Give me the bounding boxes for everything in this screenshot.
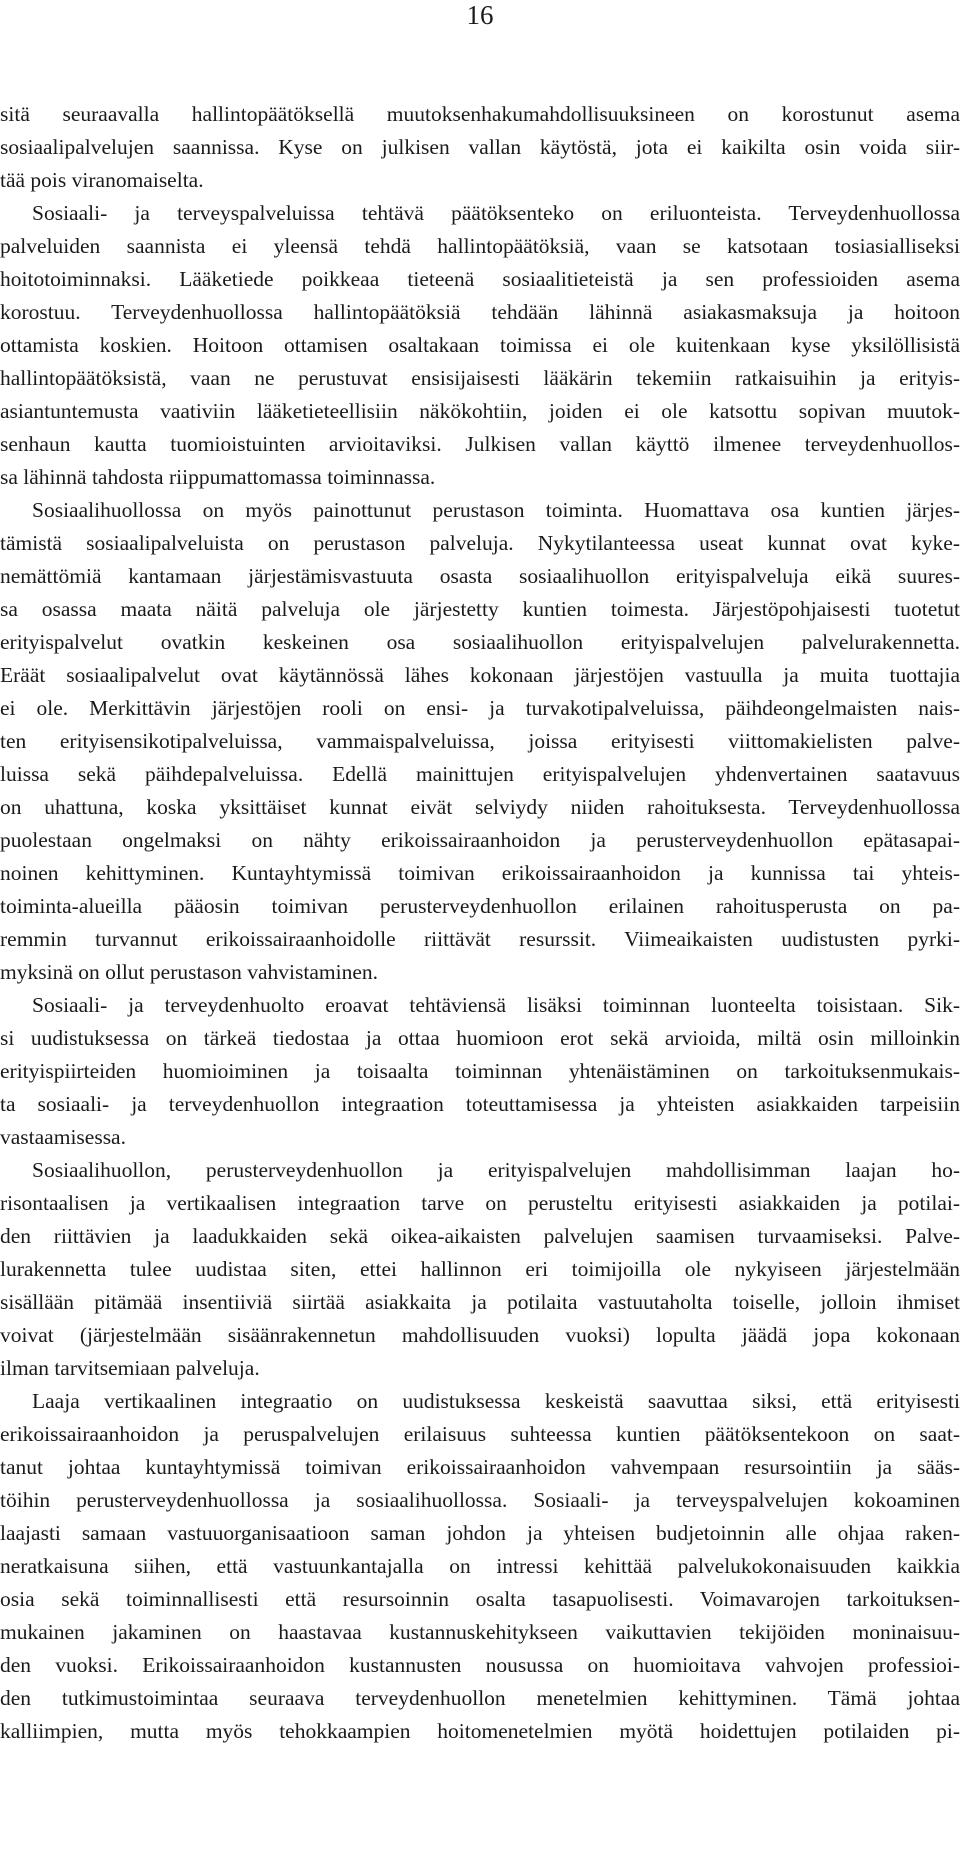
text-line: si uudistuksessa on tärkeä tiedostaa ja ottaa huomioon erot sekä arvioida, miltä osin milloinkin [0,1026,960,1050]
text-line: ottamista koskien. Hoitoon ottamisen osaltakaan toimissa ei ole kuitenkaan kyse yksilöllisistä [0,333,960,357]
text-line: sisällään pitämää insentiiviä siirtää asiakkaita ja potilaita vastuutaholta toiselle, jolloin ihmiset [0,1290,960,1314]
text-line: erityispiirteiden huomioiminen ja toisaalta toiminnan yhtenäistäminen on tarkoituksenmukais- [0,1059,960,1083]
text-line: den tutkimustoimintaa seuraava terveydenhuollon menetelmien kehittyminen. Tämä johtaa [0,1686,960,1710]
text-line: sitä seuraavalla hallintopäätöksellä muutoksenhakumahdollisuuksineen on korostunut asema [0,102,960,126]
text-line: vastaamisessa. [0,1125,126,1149]
text-line: luissa sekä päihdepalveluissa. Edellä mainittujen erityispalvelujen yhdenvertainen saatavuus [0,762,960,786]
text-line: sa lähinnä tahdosta riippumattomassa toiminnassa. [0,465,436,489]
text-line: toiminta-alueilla pääosin toimivan perusterveydenhuollon erilainen rahoitusperusta on pa- [0,894,960,918]
paragraph [0,494,960,989]
text-line: tanut johtaa kuntayhtymissä toimivan erikoissairaanhoidon vahvempaan resursointiin ja sääs- [0,1455,960,1479]
text-line: myksinä on ollut perustason vahvistaminen. [0,960,378,984]
text-line: Sosiaali- ja terveyspalveluissa tehtävä päätöksenteko on eriluonteista. Terveydenhuollossa [32,201,960,225]
text-line: Sosiaalihuollon, perusterveydenhuollon ja erityispalvelujen mahdollisimman laajan ho- [32,1158,960,1182]
text-line: töihin perusterveydenhuollossa ja sosiaalihuollossa. Sosiaali- ja terveyspalvelujen kokoaminen [0,1488,960,1512]
text-line: hallintopäätöksistä, vaan ne perustuvat ensisijaisesti lääkärin tekemiin ratkaisuihin ja erityis- [0,366,960,390]
paragraph [0,1154,960,1385]
text-line: nemättömiä kantamaan järjestämisvastuuta osasta sosiaalihuollon erityispalveluja eikä suures- [0,564,960,588]
text-line: puolestaan ongelmaksi on nähty erikoissairaanhoidon ja perusterveydenhuollon epätasapai- [0,828,960,852]
text-line: erityispalvelut ovatkin keskeinen osa sosiaalihuollon erityispalvelujen palvelurakennetta. [0,630,960,654]
text-line: sosiaalipalvelujen saannissa. Kyse on julkisen vallan käytöstä, jota ei kaikilta osin voida siir- [0,135,960,159]
paragraph [0,98,960,197]
text-line: Sosiaali- ja terveydenhuolto eroavat tehtäviensä lisäksi toiminnan luonteelta toisistaan. Sik- [32,993,960,1017]
text-line: neratkaisuna siihen, että vastuunkantajalla on intressi kehittää palvelukokonaisuuden kaikkia [0,1554,960,1578]
text-line: ilman tarvitsemiaan palveluja. [0,1356,260,1380]
text-line: on uhattuna, koska yksittäiset kunnat eivät selviydy niiden rahoituksesta. Terveydenhuollossa [0,795,960,819]
paragraph [0,1385,960,1748]
text-line: Eräät sosiaalipalvelut ovat käytännössä lähes kokonaan järjestöjen vastuulla ja muita tuottajia [0,663,960,687]
document-body [0,98,960,1748]
text-line: risontaalisen ja vertikaalisen integraation tarve on perusteltu erityisesti asiakkaiden ja potilai- [0,1191,960,1215]
text-line: senhaun kautta tuomioistuinten arvioitaviksi. Julkisen vallan käyttö ilmenee terveydenhuollos- [0,432,960,456]
text-line: lurakennetta tulee uudistaa siten, ettei hallinnon eri toimijoilla ole nykyiseen järjestelmään [0,1257,960,1281]
paragraph [0,989,960,1154]
text-line: Sosiaalihuollossa on myös painottunut perustason toiminta. Huomattava osa kuntien järjes- [32,498,960,522]
text-line: mukainen jakaminen on haastavaa kustannuskehitykseen vaikuttavien tekijöiden moninaisuu- [0,1620,960,1644]
text-line: laajasti samaan vastuuorganisaatioon saman johdon ja yhteisen budjetoinnin alle ohjaa raken- [0,1521,960,1545]
text-line: den vuoksi. Erikoissairaanhoidon kustannusten nousussa on huomioitava vahvojen professioi- [0,1653,960,1677]
paragraph [0,197,960,494]
text-line: sa osassa maata näitä palveluja ole järjestetty kuntien toimesta. Järjestöpohjaisesti tuotetut [0,597,960,621]
text-line: ten erityisensikotipalveluissa, vammaispalveluissa, joissa erityisesti viittomakielisten palve- [0,729,960,753]
text-line: kalliimpien, mutta myös tehokkaampien hoitomenetelmien myötä hoidettujen potilaiden pi- [0,1719,960,1743]
text-line: erikoissairaanhoidon ja peruspalvelujen erilaisuus suhteessa kuntien päätöksentekoon on saat- [0,1422,960,1446]
text-line: Laaja vertikaalinen integraatio on uudistuksessa keskeistä saavuttaa siksi, että erityisesti [32,1389,960,1413]
text-line: den riittävien ja laadukkaiden sekä oikea-aikaisten palvelujen saamisen turvaamiseksi. Palve- [0,1224,960,1248]
text-line: korostuu. Terveydenhuollossa hallintopäätöksiä tehdään lähinnä asiakasmaksuja ja hoitoon [0,300,960,324]
text-line: tää pois viranomaiselta. [0,168,204,192]
text-line: noinen kehittyminen. Kuntayhtymissä toimivan erikoissairaanhoidon ja kunnissa tai yhteis- [0,861,960,885]
text-line: ei ole. Merkittävin järjestöjen rooli on ensi- ja turvakotipalveluissa, päihdeongelmaisten nais- [0,696,960,720]
text-line: osia sekä toiminnallisesti että resursoinnin osalta tasapuolisesti. Voimavarojen tarkoituksen- [0,1587,960,1611]
page-number: 16 [466,0,494,30]
text-line: tämistä sosiaalipalveluista on perustason palveluja. Nykytilanteessa useat kunnat ovat kyke- [0,531,960,555]
text-line: voivat (järjestelmään sisäänrakennetun mahdollisuuden vuoksi) lopulta jäädä jopa kokonaan [0,1323,960,1347]
text-line: palveluiden saannista ei yleensä tehdä hallintopäätöksiä, vaan se katsotaan tosiasialliseksi [0,234,960,258]
text-line: remmin turvannut erikoissairaanhoidolle riittävät resurssit. Viimeaikaisten uudistusten pyrki- [0,927,960,951]
text-line: ta sosiaali- ja terveydenhuollon integraation toteuttamisessa ja yhteisten asiakkaiden tarpeisiin [0,1092,960,1116]
text-line: asiantuntemusta vaativiin lääketieteellisiin näkökohtiin, joiden ei ole katsottu sopivan muutok- [0,399,960,423]
text-line: hoitotoiminnaksi. Lääketiede poikkeaa tieteenä sosiaalitieteistä ja sen professioiden asema [0,267,960,291]
